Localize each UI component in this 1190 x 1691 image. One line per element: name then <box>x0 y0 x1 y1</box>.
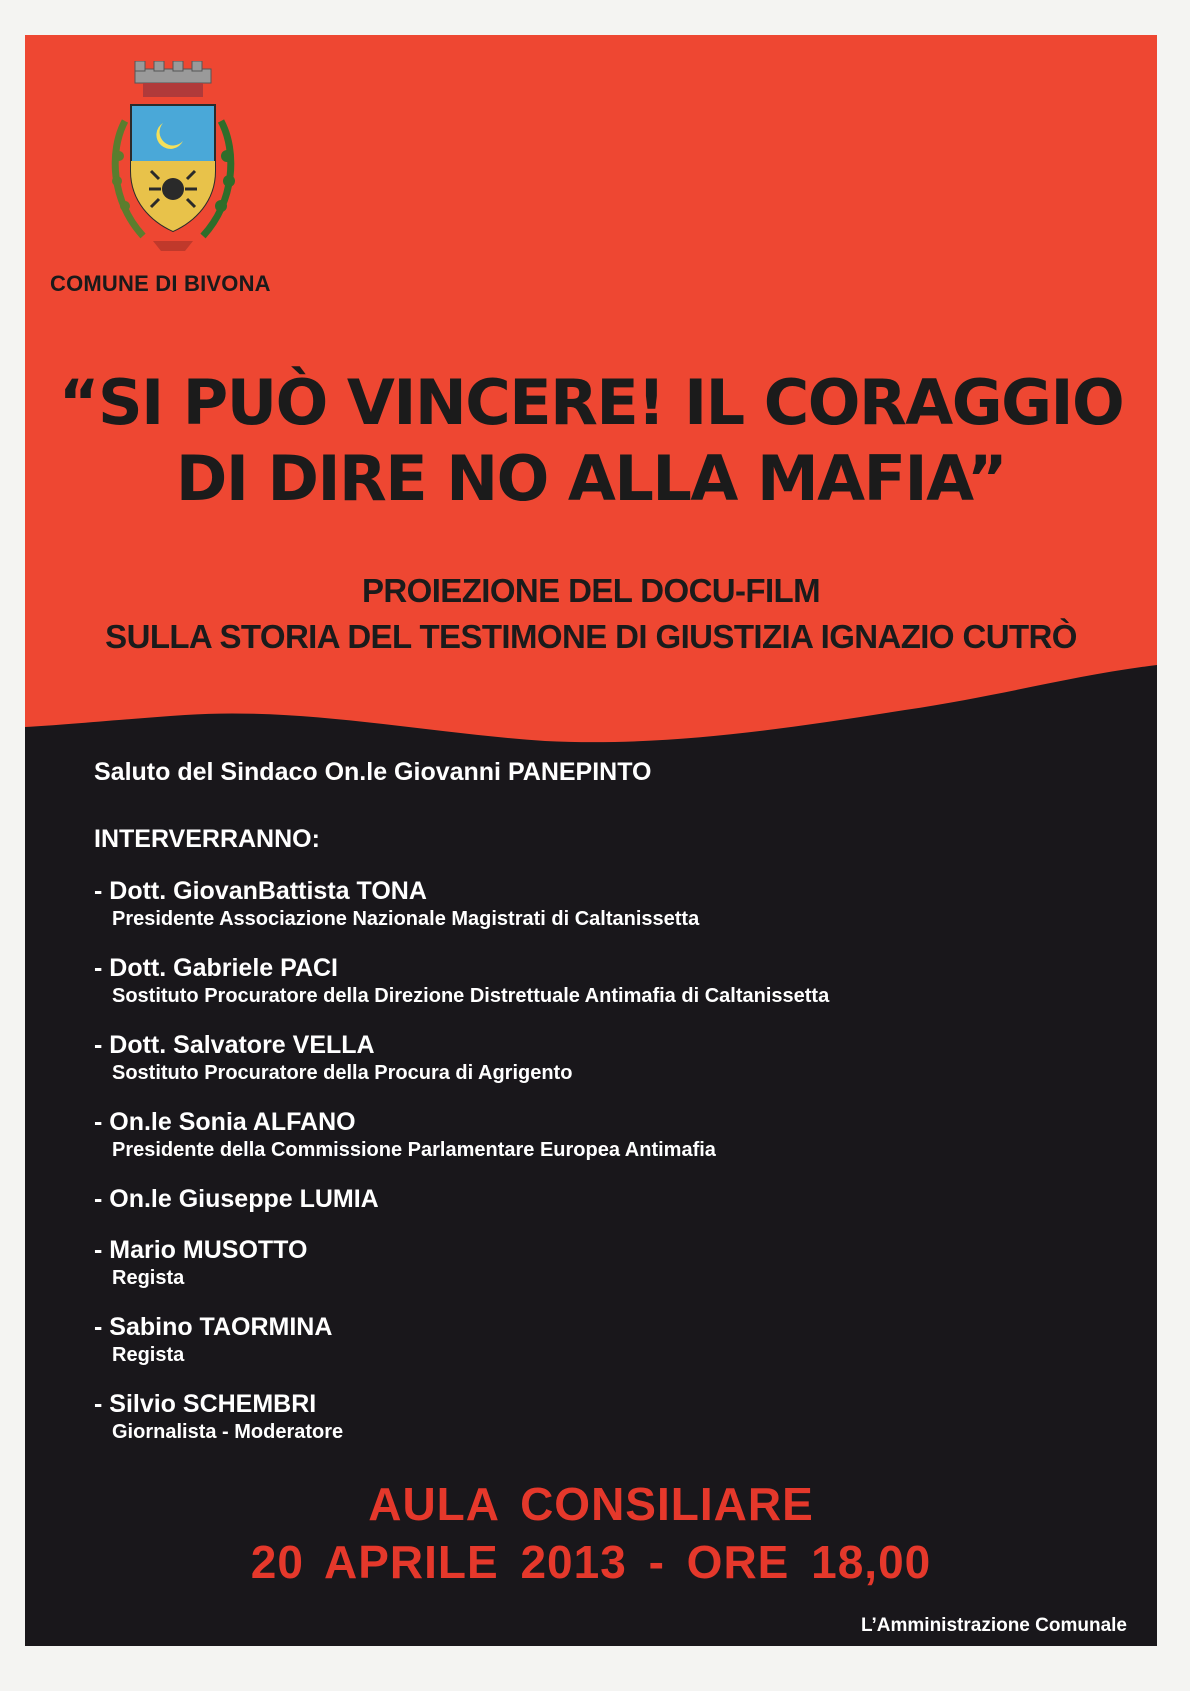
speaker-item <box>94 875 1094 952</box>
speaker-role: Regista <box>112 1267 185 1289</box>
event-subtitle <box>25 568 1157 660</box>
speaker-item <box>94 952 1094 1029</box>
municipality-name: COMUNE DI BIVONA <box>50 271 271 296</box>
event-details <box>25 1475 1157 1591</box>
event-subtitle-line-1: PROIEZIONE DEL DOCU-FILM <box>362 572 820 609</box>
speaker-item <box>94 1234 1094 1311</box>
speaker-role: Regista <box>112 1344 185 1366</box>
speaker-name: - Mario MUSOTTO <box>94 1236 308 1264</box>
speaker-name: - Dott. Salvatore VELLA <box>94 1031 375 1059</box>
speaker-list <box>94 875 1094 1465</box>
event-datetime: 20 APRILE 2013 - ORE 18,00 <box>250 1536 932 1588</box>
speaker-name: - On.le Giuseppe LUMIA <box>94 1185 379 1213</box>
speaker-role: Giornalista - Moderatore <box>112 1421 344 1443</box>
municipal-coat-of-arms-icon <box>103 61 243 261</box>
speaker-item <box>94 1029 1094 1106</box>
event-title <box>25 365 1157 517</box>
speaker-item <box>94 1388 1094 1465</box>
organizer-signature: L’Amministrazione Comunale <box>860 1615 1127 1636</box>
speaker-role: Sostituto Procuratore della Procura di Agrigento <box>112 1062 573 1084</box>
speaker-item <box>94 1183 1094 1234</box>
speaker-name: - Sabino TAORMINA <box>94 1313 333 1341</box>
speaker-role: Presidente Associazione Nazionale Magistrati di Caltanissetta <box>112 908 700 930</box>
event-title-line-2: DI DIRE NO ALLA MAFIA” <box>175 442 1007 515</box>
event-venue: AULA CONSILIARE <box>368 1478 814 1530</box>
speaker-item <box>94 1311 1094 1388</box>
speaker-role: Presidente della Commissione Parlamentare Europea Antimafia <box>112 1139 716 1161</box>
event-subtitle-line-2: SULLA STORIA DEL TESTIMONE DI GIUSTIZIA IGNAZIO CUTRÒ <box>105 618 1077 655</box>
speaker-name: - Silvio SCHEMBRI <box>94 1390 317 1418</box>
event-title-line-1: “SI PUÒ VINCERE! IL CORAGGIO <box>58 366 1124 439</box>
speaker-name: - On.le Sonia ALFANO <box>94 1108 356 1136</box>
speaker-role: Sostituto Procuratore della Direzione Distrettuale Antimafia di Caltanissetta <box>112 985 830 1007</box>
mayor-greeting: Saluto del Sindaco On.le Giovanni PANEPINTO <box>94 758 652 786</box>
speakers-heading: INTERVERRANNO: <box>94 825 320 853</box>
speaker-name: - Dott. Gabriele PACI <box>94 954 339 982</box>
speaker-item <box>94 1106 1094 1183</box>
poster <box>25 35 1157 1646</box>
speaker-name: - Dott. GiovanBattista TONA <box>94 877 427 905</box>
